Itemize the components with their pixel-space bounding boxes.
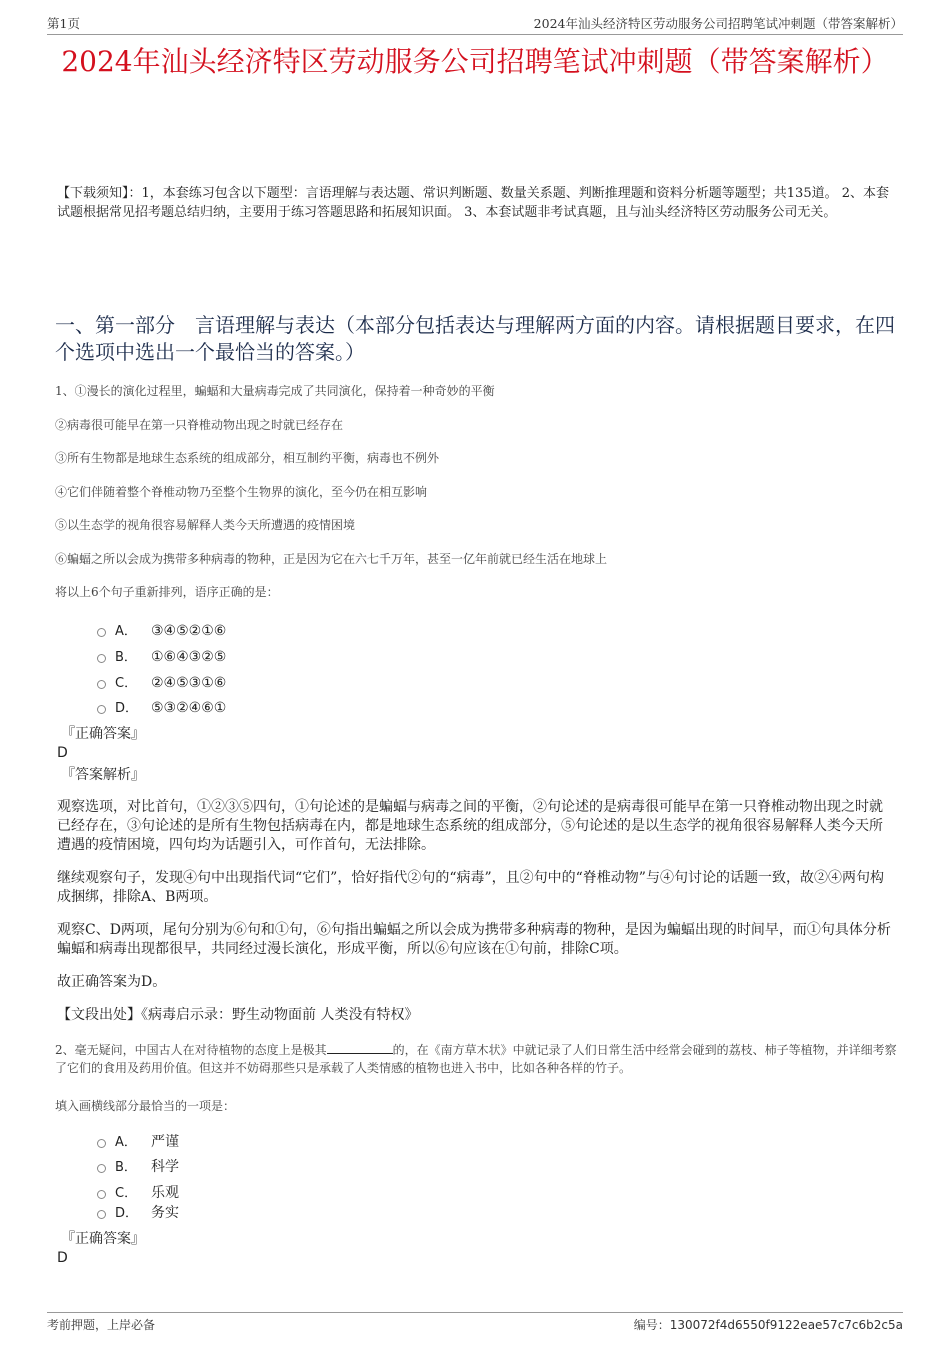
- q2-option-b[interactable]: [97, 1156, 179, 1176]
- download-notice: 【下载须知】：1，本套练习包含以下题型：言语理解与表达题、常识判断题、数量关系题、判断推理题和资料分析题等题型；共135道。 2、本套试题根据常见招考题总结归纳，主要用于练习答题思路和拓展知识面。 3、本套试题非考试真题，且与汕头经济特区劳动服务公司无关。: [57, 186, 889, 220]
- option-text: 严谨: [151, 1134, 179, 1150]
- radio-icon[interactable]: [97, 1210, 106, 1219]
- q2-stem-before: 2、毫无疑问，中国古人在对待植物的态度上是极其: [55, 1043, 327, 1057]
- option-text: 乐观: [151, 1185, 179, 1201]
- section-title: 一、第一部分 言语理解与表达（本部分包括表达与理解两方面的内容。请根据题目要求，在四个选项中选出一个最恰当的答案。）: [55, 313, 895, 364]
- q1-sentence: ⑤以生态学的视角很容易解释人类今天所遭遇的疫情困境: [55, 518, 356, 532]
- q2-answer-value: D: [57, 1250, 68, 1266]
- radio-icon[interactable]: [97, 1190, 106, 1199]
- option-letter: C．: [115, 1186, 138, 1201]
- page-header: [47, 14, 903, 35]
- page-number: 第1页: [47, 16, 80, 31]
- radio-icon[interactable]: [97, 680, 106, 689]
- option-text: 科学: [151, 1159, 179, 1175]
- option-letter: A．: [115, 1135, 137, 1150]
- q1-sentence: ⑥蝙蝠之所以会成为携带多种病毒的物种，正是因为它在六七千万年，甚至一亿年前就已经生活在地球上: [55, 552, 608, 566]
- q1-sentence: 1、①漫长的演化过程里，蝙蝠和大量病毒完成了共同演化，保持着一种奇妙的平衡: [55, 384, 495, 398]
- option-letter: B．: [115, 650, 137, 665]
- option-letter: D．: [115, 701, 139, 716]
- option-letter: B．: [115, 1160, 137, 1175]
- q1-sentence: ④它们伴随着整个脊椎动物乃至整个生物界的演化，至今仍在相互影响: [55, 485, 428, 499]
- q2-answer-label: 『正确答案』: [61, 1231, 145, 1247]
- q1-sentence: ③所有生物都是地球生态系统的组成部分，相互制约平衡，病毒也不例外: [55, 451, 440, 465]
- q2-prompt: 填入画横线部分最恰当的一项是：: [55, 1099, 236, 1113]
- radio-icon[interactable]: [97, 705, 106, 714]
- q2-stem: [55, 1041, 900, 1077]
- q1-analysis-paragraph: 继续观察句子，发现④句中出现指代词“它们”，恰好指代②句的“病毒”，且②句中的“脊椎动物”与④句讨论的话题一致，故②④两句构成捆绑，排除A、B两项。: [57, 870, 884, 905]
- radio-icon[interactable]: [97, 628, 106, 637]
- q1-answer-label: 『正确答案』: [61, 726, 145, 742]
- q2-option-a[interactable]: [97, 1131, 179, 1151]
- q1-option-b[interactable]: [97, 646, 226, 665]
- q2-stem-after: 的，在《南方草木状》中就记录了人们日常生活中经常会碰到的荔枝、柿子等植物，并详细考察了它们的食用及药用价值。但这并不妨碍那些只是承载了人类情感的植物也进入书中，比如各种各样的竹子。: [55, 1043, 897, 1075]
- option-letter: D．: [115, 1206, 139, 1221]
- q2-option-d[interactable]: [97, 1202, 179, 1222]
- document-title: 2024年汕头经济特区劳动服务公司招聘笔试冲刺题（带答案解析）: [61, 45, 889, 78]
- q1-analysis-paragraph: 观察选项，对比首句，①②③⑤四句，①句论述的是蝙蝠与病毒之间的平衡，②句论述的是病毒很可能早在第一只脊椎动物出现之时就已经存在，③句论述的是所有生物包括病毒在内，都是地球生态系统的组成部分，⑤句论述的是以生态学的视角很容易解释人类今天所遭遇的疫情困境，四句均为话题引入，可作首句，无法排除。: [57, 799, 883, 853]
- q1-analysis-paragraph: 故正确答案为D。: [57, 974, 167, 990]
- option-text: ①⑥④③②⑤: [151, 649, 227, 665]
- q1-prompt: 将以上6个句子重新排列，语序正确的是：: [55, 585, 279, 599]
- q2-option-c[interactable]: [97, 1182, 179, 1202]
- q1-analysis-label: 『答案解析』: [61, 767, 145, 783]
- q1-source: 【文段出处】《病毒启示录：野生动物面前 人类没有特权》: [57, 1007, 419, 1023]
- page-footer: [47, 1312, 903, 1334]
- option-text: ⑤③②④⑥①: [151, 700, 227, 716]
- option-letter: A．: [115, 624, 137, 639]
- option-letter: C．: [115, 676, 138, 691]
- footer-code: [634, 1316, 903, 1333]
- footer-code-label: 编号：: [633, 1318, 670, 1332]
- radio-icon[interactable]: [97, 1139, 106, 1148]
- header-doc-title: 2024年汕头经济特区劳动服务公司招聘笔试冲刺题（带答案解析）: [533, 16, 903, 31]
- fill-blank: [327, 1041, 393, 1054]
- option-text: ②④⑤③①⑥: [151, 675, 227, 691]
- q1-option-c[interactable]: [97, 672, 226, 691]
- radio-icon[interactable]: [97, 1164, 106, 1173]
- option-text: 务实: [151, 1205, 179, 1221]
- q1-option-d[interactable]: [97, 697, 226, 716]
- footer-slogan: 考前押题，上岸必备: [47, 1318, 156, 1332]
- footer-code-value: 130072f4d6550f9122eae57c7c6b2c5a: [669, 1318, 903, 1332]
- radio-icon[interactable]: [97, 654, 106, 663]
- option-text: ③④⑤②①⑥: [151, 623, 227, 639]
- q1-sentence: ②病毒很可能早在第一只脊椎动物出现之时就已经存在: [55, 418, 344, 432]
- q1-analysis-paragraph: 观察C、D两项，尾句分别为⑥句和①句，⑥句指出蝙蝠之所以会成为携带多种病毒的物种，是因为蝙蝠出现的时间早，而①句具体分析蝙蝠和病毒出现都很早，共同经过漫长演化，形成平衡，所以⑥句应该在①句前，排除C项。: [57, 922, 891, 957]
- q1-option-a[interactable]: [97, 620, 226, 639]
- q1-answer-value: D: [57, 745, 68, 761]
